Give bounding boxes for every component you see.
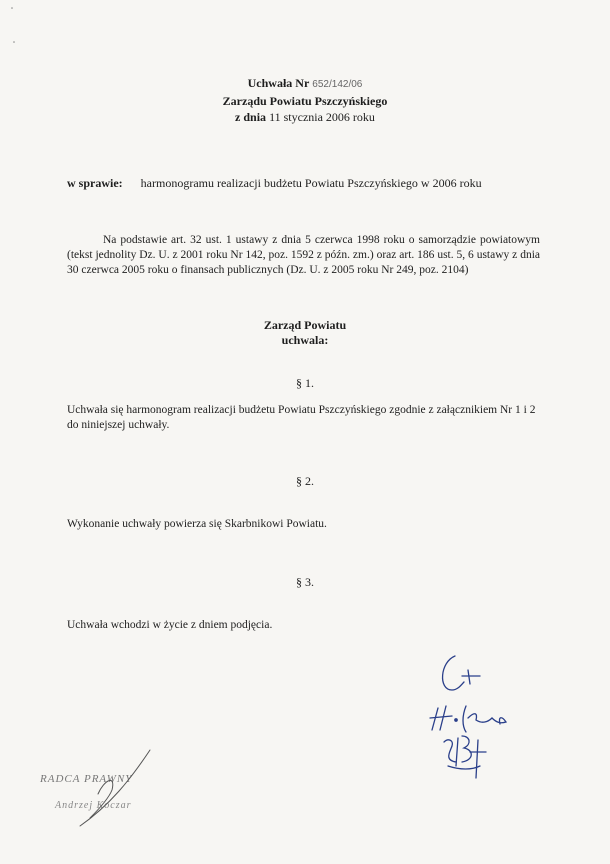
signature-1 <box>443 656 480 690</box>
resolution-number: 652/142/06 <box>312 79 363 90</box>
section-mark: § 2. <box>296 474 314 488</box>
section-text: Uchwała się harmonogram realizacji budżetu Powiatu Pszczyńskiego zgodnie z załącznikiem Nr 1 i 2 do niniejszej uchwały. <box>67 404 536 431</box>
subject-label: w sprawie: <box>67 176 123 190</box>
scan-speck <box>13 41 15 43</box>
signature-3 <box>444 736 486 778</box>
stamp-signature <box>80 750 150 826</box>
subject-text: harmonogramu realizacji budżetu Powiatu Pszczyńskiego w 2006 roku <box>140 176 482 190</box>
signature-2 <box>430 706 506 732</box>
board-name: Zarząd Powiatu <box>263 318 347 332</box>
section-mark: § 3. <box>296 575 314 589</box>
section-text: Uchwała wchodzi w życie z dniem podjęcia. <box>67 619 273 631</box>
legal-advisor-name: Andrzej Koczar <box>55 800 132 811</box>
resolution-title: Uchwała Nr <box>247 76 310 90</box>
board-resolves: uchwala: <box>281 333 329 347</box>
legal-advisor-stamp: RADCA PRAWNY <box>40 773 133 785</box>
legal-basis-paragraph: Na podstawie art. 32 ust. 1 ustawy z dnia 5 czerwca 1998 roku o samorządzie powiatowym (tekst jednolity Dz. U. z 2001 roku Nr 142, poz. 1592 z późn. zm.) oraz art. 186 ust. 5, 6 ustawy z dnia 30 czerwca 2005 roku o finansach publicznych (Dz. U. z 2005 roku Nr 249, poz. 2104) <box>67 234 540 276</box>
resolution-authority: Zarządu Powiatu Pszczyńskiego <box>222 94 388 108</box>
section-text: Wykonanie uchwały powierza się Skarbnikowi Powiatu. <box>67 518 327 530</box>
section-mark: § 1. <box>296 376 314 390</box>
scan-speck <box>11 7 13 9</box>
resolution-date-prefix: z dnia <box>235 110 267 124</box>
resolution-date: 11 stycznia 2006 roku <box>269 110 375 124</box>
